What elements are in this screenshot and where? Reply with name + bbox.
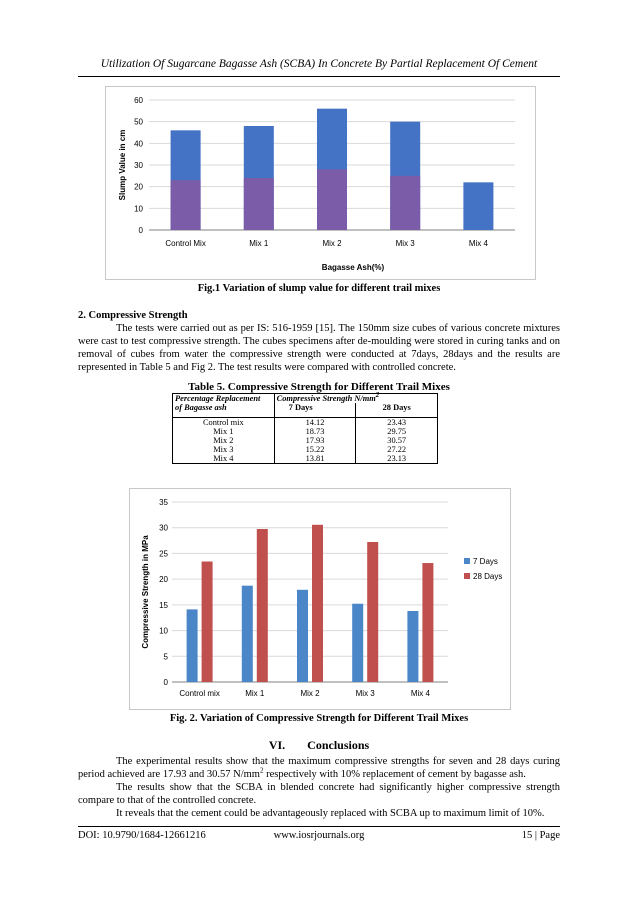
conclusions-p1-sup: 2 [259, 766, 264, 775]
header-percentage-replacement [173, 394, 275, 418]
y-tick-label: 30 [134, 161, 143, 170]
section-2-paragraph: The tests were carried out as per IS: 516-1959 [15]. The 150mm size cubes of various concrete mixtures were cast to test compressive strength. The cubes specimens after de-moulding were stored in curing tanks and on removal of cubes from water the compressive strength were conducted at 7days, 28days and the results are represented in Table 5 and Fig 2. The test results were compared with controlled concrete. [78, 323, 560, 373]
y-tick-label: 25 [159, 549, 168, 559]
cell-7-days: 15.22 [274, 445, 356, 454]
bar-7-days [407, 611, 418, 682]
conclusions-paragraph-1 [78, 755, 560, 781]
conclusions-p1-a: The experimental results show that the maximum compressive strengths for seven and 28 days curing period achieved are 17.93 and 30.57 N/mm [78, 756, 560, 780]
header-28-days: 28 Days [356, 403, 438, 418]
y-tick-label: 15 [159, 600, 168, 610]
y-tick-label: 10 [159, 626, 168, 636]
y-tick-label: 60 [134, 96, 143, 105]
table-5 [172, 393, 438, 464]
x-tick-label: Control mix [179, 689, 220, 698]
bar-7-days [242, 586, 253, 682]
x-tick-label: Mix 4 [468, 239, 488, 248]
conclusions-heading [78, 738, 560, 753]
bar-28-days [422, 563, 433, 682]
cell-28-days: 29.75 [356, 427, 438, 436]
x-tick-label: Mix 2 [322, 239, 342, 248]
y-axis-label: Slump Value in cm [118, 129, 127, 201]
y-tick-label: 5 [163, 652, 168, 662]
table-row [173, 436, 438, 445]
legend-swatch [464, 558, 470, 564]
bar-lower-segment [171, 180, 201, 230]
y-tick-label: 50 [134, 117, 143, 127]
y-tick-label: 40 [134, 139, 143, 149]
bar-lower-segment [390, 176, 420, 230]
header-group-sup: 2 [375, 391, 380, 400]
header-rule [78, 76, 560, 77]
x-tick-label: Mix 1 [249, 239, 269, 248]
y-tick-label: 10 [134, 204, 143, 214]
header-7-days: 7 Days [274, 403, 356, 418]
footer-page-number: 15 | Page [521, 830, 560, 841]
conclusions-p1-b: respectively with 10% replacement of cement by bagasse ash. [263, 769, 526, 780]
table-row [173, 418, 438, 428]
table-row [173, 454, 438, 464]
y-axis-label: Compressive Strength in MPa [141, 535, 150, 649]
x-tick-label: Mix 3 [395, 239, 415, 248]
legend-label: 28 Days [473, 572, 503, 581]
bar-slump [463, 182, 493, 230]
footer-rule [78, 826, 560, 827]
bar-lower-segment [244, 178, 274, 230]
conclusions-paragraph-2: The results show that the SCBA in blended concrete had significantly higher compressive strength compare to that of the controlled concrete. [78, 782, 560, 806]
bar-7-days [352, 604, 363, 682]
cell-mix: Control mix [173, 418, 275, 428]
x-tick-label: Mix 1 [245, 689, 265, 698]
figure-2-compressive-chart [129, 488, 511, 710]
footer-doi: DOI: 10.9790/1684-12661216 [78, 830, 206, 841]
cell-28-days: 23.43 [356, 418, 438, 428]
bar-28-days [202, 562, 213, 682]
table-row [173, 427, 438, 436]
bar-lower-segment [317, 169, 347, 230]
header-col1-line1: Percentage Replacement [175, 394, 261, 403]
bar-7-days [187, 609, 198, 682]
x-tick-label: Mix 3 [355, 689, 375, 698]
table-5-title: Table 5. Compressive Strength for Different Trail Mixes [188, 381, 450, 393]
table-row [173, 445, 438, 454]
conclusions-paragraph-3: It reveals that the cement could be advantageously replaced with SCBA up to maximum limit of 10%. [116, 808, 545, 819]
cell-mix: Mix 2 [173, 436, 275, 445]
y-tick-label: 20 [134, 182, 143, 192]
header-compressive-strength [274, 391, 437, 404]
cell-mix: Mix 1 [173, 427, 275, 436]
table-header-row-1 [173, 394, 438, 404]
y-tick-label: 0 [138, 226, 143, 235]
x-tick-label: Control Mix [165, 239, 206, 248]
legend-swatch [464, 573, 470, 579]
header-col1-line2: of Bagasse ash [175, 403, 227, 412]
conclusions-title: Conclusions [307, 738, 370, 752]
cell-mix: Mix 4 [173, 454, 275, 464]
cell-7-days: 17.93 [274, 436, 356, 445]
running-header: Utilization Of Sugarcane Bagasse Ash (SCBA) In Concrete By Partial Replacement Of Cement [100, 58, 538, 70]
cell-mix: Mix 3 [173, 445, 275, 454]
y-tick-label: 0 [163, 678, 168, 687]
cell-28-days: 27.22 [356, 445, 438, 454]
bar-28-days [367, 542, 378, 682]
bar-28-days [312, 525, 323, 682]
cell-28-days: 30.57 [356, 436, 438, 445]
bar-28-days [257, 529, 268, 682]
y-tick-label: 20 [159, 575, 168, 585]
slump-chart-svg [106, 87, 535, 279]
figure-1-caption: Fig.1 Variation of slump value for different trail mixes [197, 283, 441, 294]
y-tick-label: 35 [159, 498, 168, 507]
section-2-heading: 2. Compressive Strength [78, 310, 188, 321]
cell-7-days: 13.81 [274, 454, 356, 464]
cell-28-days: 23.13 [356, 454, 438, 464]
x-tick-label: Mix 4 [410, 689, 430, 698]
figure-2-caption: Fig. 2. Variation of Compressive Strength for Different Trail Mixes [169, 713, 469, 724]
cell-7-days: 14.12 [274, 418, 356, 428]
legend-label: 7 Days [473, 557, 498, 566]
bar-7-days [297, 590, 308, 682]
x-axis-label: Bagasse Ash(%) [321, 263, 385, 272]
conclusions-number: VI. [268, 738, 286, 752]
compressive-chart-svg [130, 489, 510, 709]
cell-7-days: 18.73 [274, 427, 356, 436]
footer-url: www.iosrjournals.org [273, 830, 365, 841]
header-group-label: Compressive Strength N/mm [276, 394, 376, 403]
y-tick-label: 30 [159, 523, 168, 533]
figure-1-slump-chart [105, 86, 536, 280]
x-tick-label: Mix 2 [300, 689, 320, 698]
